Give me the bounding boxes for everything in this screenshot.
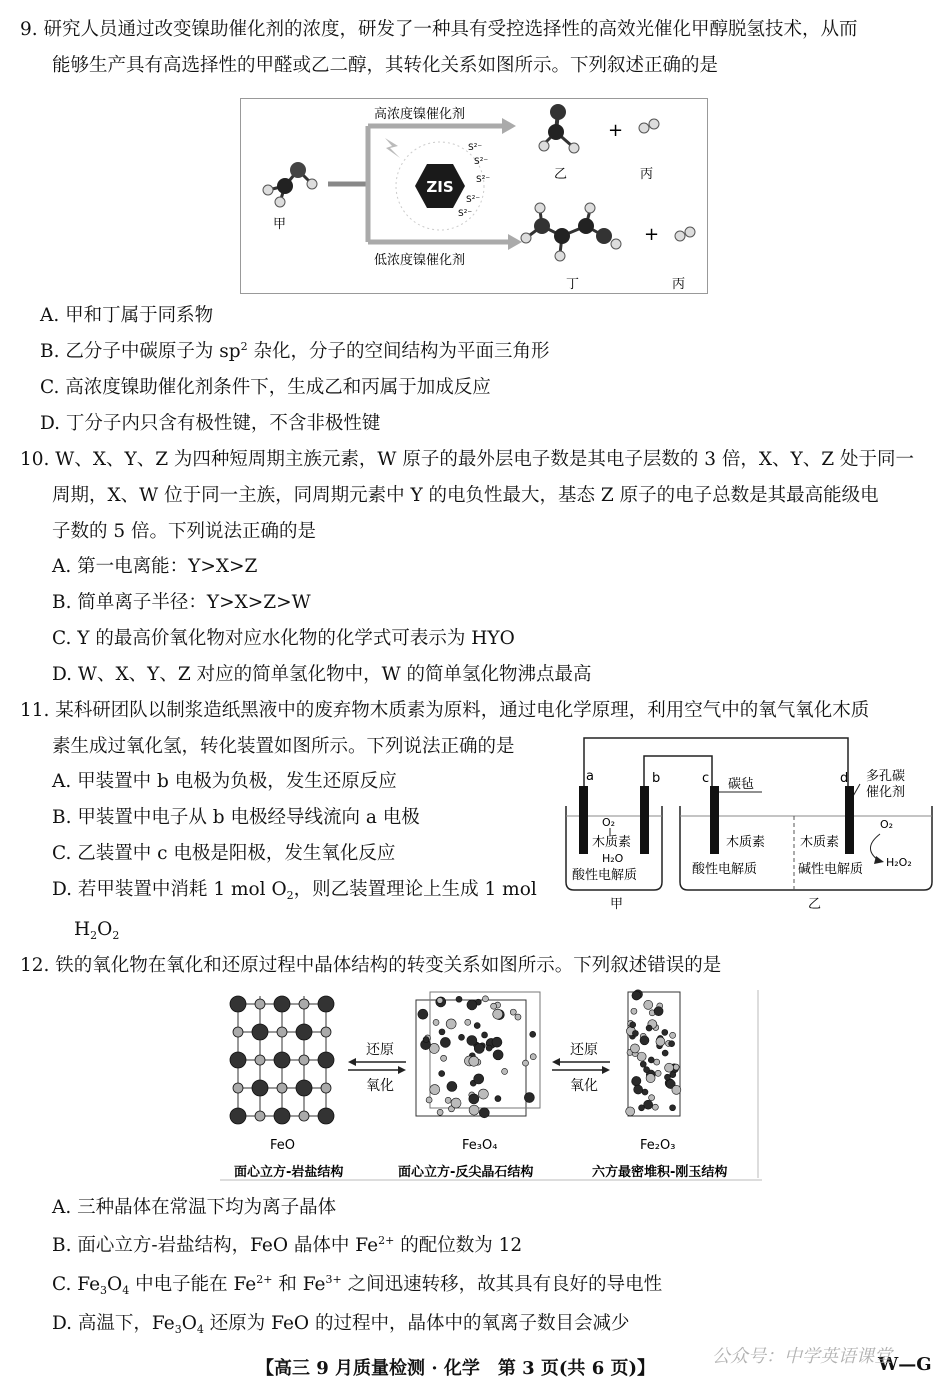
q11-option-d-cont: $H_2O_2$: [74, 919, 120, 942]
electrode-b: [640, 786, 649, 854]
s-ion-2: S²⁻: [474, 157, 489, 167]
q9-option-b: B. 乙分子中碳原子为 $sp^2$ 杂化，分子的空间结构为平面三角形: [40, 340, 550, 362]
q9-stem-line1: 9. 研究人员通过改变镍助催化剂的浓度，研发了一种具有受控选择性的高效光催化甲醇脱氢技术，从而: [20, 19, 858, 40]
s-ion-4: S²⁻: [466, 195, 481, 205]
q12-figure: [220, 986, 762, 1182]
plus-2: +: [644, 224, 660, 245]
label-bing-1: 丙: [640, 167, 654, 182]
label-jia: 甲: [273, 217, 287, 232]
device-jia-label: 甲: [610, 897, 624, 912]
q10-option-d: D. W、X、Y、Z 对应的简单氢化物中，W 的简单氢化物沸点最高: [52, 664, 592, 685]
label-d: d: [840, 771, 849, 786]
q10-option-b: B. 简单离子半径：Y>X>Z>W: [52, 592, 311, 613]
electrode-d: [845, 786, 854, 854]
caption-spinel: 面心立方-反尖晶石结构: [398, 1165, 534, 1180]
label-c: c: [702, 771, 710, 786]
q11-option-c: C. 乙装置中 c 电极是阳极，发生氧化反应: [52, 843, 396, 864]
reduce-label-2: 还原: [570, 1042, 598, 1058]
label-yi: 乙: [554, 167, 568, 182]
q12-option-d: D. 高温下，$Fe_3O_4$ 还原为 FeO 的过程中，晶体中的氧离子数目会减少: [52, 1313, 630, 1336]
q10-stem-line1: 10. W、X、Y、Z 为四种短周期主族元素，W 原子的最外层电子数是其电子层数的 3 倍，X、Y、Z 处于同一: [20, 449, 914, 470]
lignin-2: 木质素: [726, 835, 766, 850]
plus-1: +: [608, 120, 624, 141]
low-ni-label: 低浓度镍催化剂: [374, 253, 466, 268]
fe3o4-formula: Fe₃O₄: [462, 1138, 498, 1153]
lignin-1: 木质素: [592, 835, 632, 850]
fe3o4-spinel-structure: [416, 992, 540, 1118]
fe2o3-corundum-structure: [626, 990, 681, 1116]
q10-stem-line2: 周期，X、W 位于同一主族，同周期元素中 Y 的电负性最大，基态 Z 原子的电子总数是其最高能级电: [52, 485, 879, 506]
reduce-label-1: 还原: [366, 1042, 394, 1058]
q9-stem-line2: 能够生产具有高选择性的甲醛或乙二醇，其转化关系如图所示。下列叙述正确的是: [52, 55, 719, 76]
label-ding: 丁: [566, 277, 580, 292]
h2o-label: H₂O: [602, 852, 624, 865]
acid-electrolyte-2: 酸性电解质: [692, 862, 758, 877]
q11-stem-line1: 11. 某科研团队以制浆造纸黑液中的废弃物木质素为原料，通过电化学原理，利用空气中的氧气氧化木质: [20, 700, 870, 721]
s-ion-3: S²⁻: [476, 175, 491, 185]
oxidize-label-1: 氧化: [366, 1078, 394, 1094]
s-ion-1: S²⁻: [468, 143, 483, 153]
q12-stem: 12. 铁的氧化物在氧化和还原过程中晶体结构的转变关系如图所示。下列叙述错误的是: [20, 955, 722, 976]
high-ni-label: 高浓度镍催化剂: [374, 107, 466, 122]
base-electrolyte: 碱性电解质: [798, 862, 864, 877]
feo-formula: FeO: [270, 1138, 295, 1153]
carbon-felt-label: 碳毡: [728, 777, 755, 792]
label-a: a: [586, 769, 594, 784]
q11-option-b: B. 甲装置中电子从 b 电极经导线流向 a 电极: [52, 807, 420, 828]
q9-figure: [240, 98, 708, 294]
electrode-c: [710, 786, 719, 854]
q9-option-a: A. 甲和丁属于同系物: [40, 305, 214, 326]
paper-code: W—G: [878, 1354, 932, 1375]
lignin-3: 木质素: [800, 835, 840, 850]
q12-option-a: A. 三种晶体在常温下均为离子晶体: [52, 1197, 337, 1218]
acid-electrolyte-1: 酸性电解质: [572, 868, 638, 883]
o2-left: O₂: [602, 816, 616, 829]
fe2o3-formula: Fe₂O₃: [640, 1138, 676, 1153]
q11-stem-line2: 素生成过氧化氢，转化装置如图所示。下列说法正确的是: [52, 736, 515, 757]
q10-option-c: C. Y 的最高价氧化物对应水化物的化学式可表示为 HYO: [52, 628, 515, 649]
page-footer: 【高三 9 月质量检测 · 化学 第 3 页(共 6 页)】: [256, 1358, 656, 1379]
q10-stem-line3: 子数的 5 倍。下列说法正确的是: [52, 521, 317, 542]
label-bing-2: 丙: [672, 277, 686, 292]
s-ion-5: S²⁻: [458, 209, 473, 219]
q9-option-c: C. 高浓度镍助催化剂条件下，生成乙和丙属于加成反应: [40, 377, 491, 398]
device-yi-label: 乙: [808, 897, 822, 912]
catalyst-label: 催化剂: [866, 785, 906, 800]
q12-option-c: C. $Fe_3O_4$ 中电子能在 $Fe^{2+}$ 和 $Fe^{3+}$ 之间迅速转移，故其具有良好的导电性: [52, 1273, 663, 1297]
q10-option-a: A. 第一电离能：Y>X>Z: [52, 556, 258, 577]
q12-option-b: B. 面心立方-岩盐结构，FeO 晶体中 $Fe^{2+}$ 的配位数为 12: [52, 1234, 523, 1256]
q11-option-d: D. 若甲装置中消耗 1 mol $O_2$，则乙装置理论上生成 1 mol: [52, 879, 537, 902]
electrode-a: [579, 786, 588, 854]
caption-rock-salt: 面心立方-岩盐结构: [234, 1165, 344, 1180]
zis-label: ZIS: [426, 178, 454, 196]
caption-corundum: 六方最密堆积-刚玉结构: [592, 1165, 728, 1180]
q11-figure: [562, 732, 940, 914]
o2-right: O₂: [880, 818, 894, 831]
h2o2-label: H₂O₂: [886, 856, 912, 869]
watermark: 公众号：中学英语课堂: [712, 1346, 892, 1367]
oxidize-label-2: 氧化: [570, 1078, 598, 1094]
porous-carbon-label: 多孔碳: [866, 769, 906, 784]
q9-option-d: D. 丁分子内只含有极性键，不含非极性键: [40, 413, 381, 434]
label-b: b: [652, 771, 661, 786]
feo-rock-salt-structure: [230, 996, 334, 1124]
q11-option-a: A. 甲装置中 b 电极为负极，发生还原反应: [52, 771, 397, 792]
